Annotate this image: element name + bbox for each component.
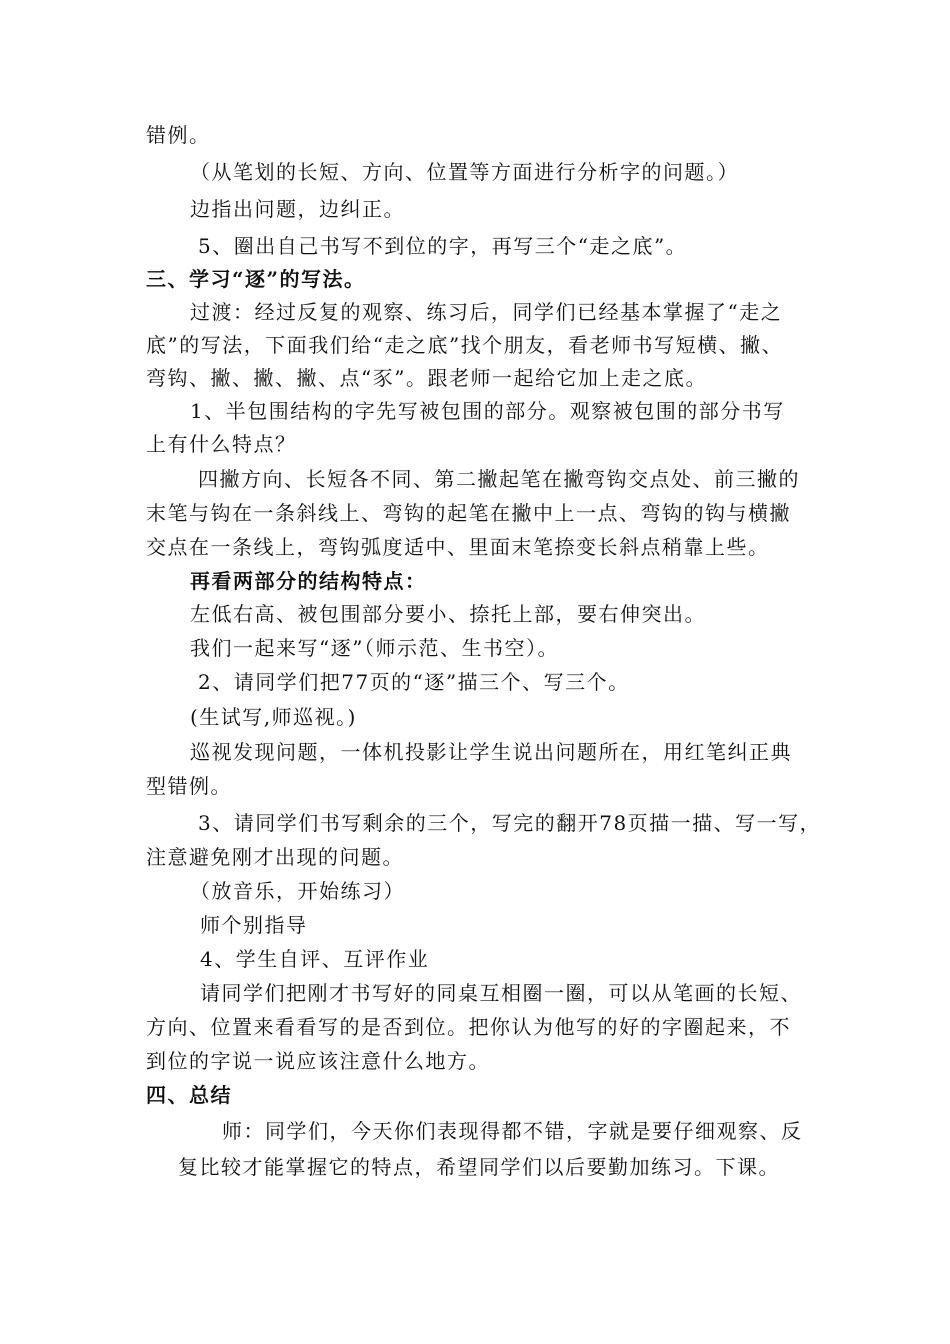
text-line: (生试写,师巡视。) bbox=[190, 705, 357, 729]
text-line: （从笔划的长短、方向、位置等方面进行分析字的问题。） bbox=[190, 160, 739, 184]
text-line: 上有什么特点？ bbox=[146, 432, 297, 456]
text-line: 复比较才能掌握它的特点，希望同学们以后要勤加练习。下课。 bbox=[178, 1155, 780, 1179]
text-line: 边指出问题，边纠正。 bbox=[190, 197, 405, 221]
text-line: 到位的字说一说应该注意什么地方。 bbox=[146, 1049, 490, 1073]
section-heading: 三、学习“逐”的写法。 bbox=[146, 267, 366, 291]
text-line: 左低右高、被包围部分要小、捺托上部，要右伸突出。 bbox=[190, 602, 706, 626]
text-line: 师个别指导 bbox=[200, 913, 308, 937]
text-line: 弯钩、撇、撇、撇、点“豕”。跟老师一起给它加上走之底。 bbox=[146, 366, 707, 390]
text-line: 过渡：经过反复的观察、练习后，同学们已经基本掌握了“走之 bbox=[190, 300, 783, 324]
text-line: 注意避免刚才出现的问题。 bbox=[146, 845, 404, 869]
text-line: 交点在一条线上，弯钩弧度适中、里面末笔捺变长斜点稍靠上些。 bbox=[146, 535, 770, 559]
section-heading: 四、总结 bbox=[146, 1083, 232, 1107]
text-line: 巡视发现问题，一体机投影让学生说出问题所在，用红笔纠正典 bbox=[190, 740, 792, 764]
text-line: 5、圈出自己书写不到位的字，再写三个“走之底”。 bbox=[198, 234, 688, 258]
text-line: 型错例。 bbox=[146, 774, 232, 798]
text-line: 1、半包围结构的字先写被包围的部分。观察被包围的部分书写 bbox=[190, 399, 785, 423]
text-line: 2、请同学们把77页的“逐”描三个、写三个。 bbox=[198, 670, 630, 694]
text-line: （放音乐，开始练习） bbox=[190, 879, 405, 903]
text-line: 师：同学们，今天你们表现得都不错，字就是要仔细观察、反 bbox=[222, 1119, 803, 1143]
text-line: 4、学生自评、互评作业 bbox=[200, 947, 430, 971]
text-line: 方向、位置来看看写的是否到位。把你认为他写的好的字圈起来，不 bbox=[146, 1015, 791, 1039]
text-line: 四撇方向、长短各不同、第二撇起笔在撇弯钩交点处、前三撇的 bbox=[198, 467, 800, 491]
text-line: 错例。 bbox=[146, 123, 211, 147]
text-line: 请同学们把刚才书写好的同桌互相圈一圈，可以从笔画的长短、 bbox=[200, 981, 802, 1005]
text-line: 我们一起来写“逐”（师示范、生书空）。 bbox=[190, 636, 559, 660]
text-line: 底”的写法，下面我们给“走之底”找个朋友，看老师书写短横、撇、 bbox=[146, 333, 784, 357]
text-line: 3、请同学们书写剩余的三个，写完的翻开78页描一描、写一写， bbox=[198, 811, 822, 835]
text-line: 末笔与钩在一条斜线上、弯钩的起笔在撇中上一点、弯钩的钩与横撇 bbox=[146, 501, 791, 525]
sub-heading: 再看两部分的结构特点： bbox=[190, 569, 427, 593]
